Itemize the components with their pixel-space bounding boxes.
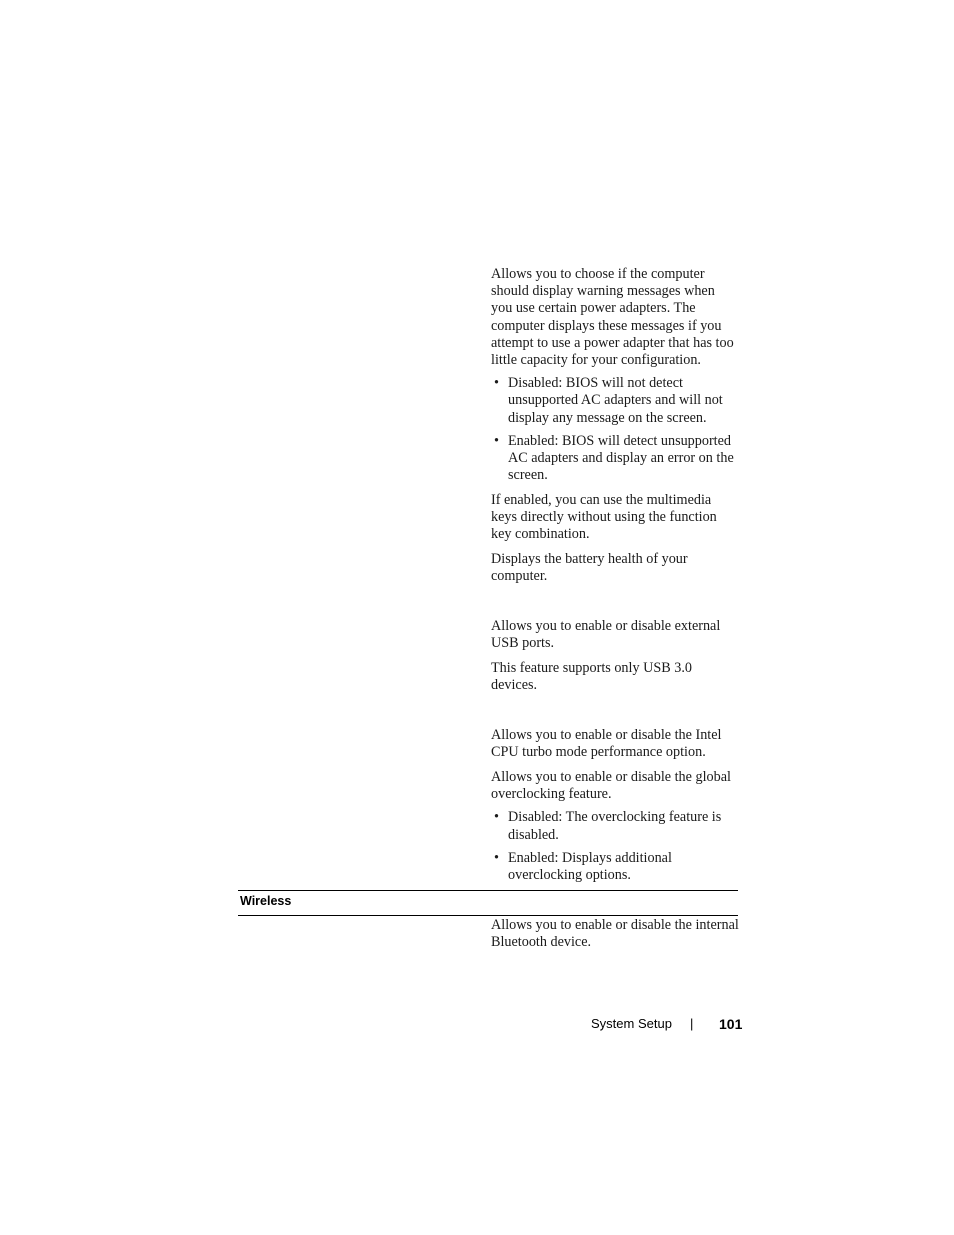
list-item: • Enabled: Displays additional overclocking options. [491, 850, 739, 884]
section-heading-wireless: Wireless [240, 894, 292, 908]
description-text: If enabled, you can use the multimedia keys directly without using the function key combination. [491, 492, 717, 543]
overclocking-options [491, 809, 739, 884]
description-text: This feature supports only USB 3.0 devices. [491, 660, 692, 694]
list-item: • Disabled: BIOS will not detect unsupported AC adapters and will not display any message on the screen. [491, 375, 739, 427]
adapter-warnings-description [491, 266, 739, 490]
list-item: • Disabled: The overclocking feature is disabled. [491, 809, 739, 843]
list-item: • Enabled: BIOS will detect unsupported AC adapters and display an error on the screen. [491, 433, 739, 485]
adapter-warnings-intro: Allows you to choose if the computer should display warning messages when you use certain power adapters. The computer displays these messages if you attempt to use a power adapter that has too little capacity for your configuration. [491, 266, 734, 369]
overclocking-description [491, 769, 739, 890]
turbo-mode-description [491, 727, 739, 761]
description-text: Displays the battery health of your computer. [491, 551, 688, 585]
function-key-description [491, 492, 739, 544]
page-number: 101 [719, 1016, 743, 1032]
overclocking-intro: Allows you to enable or disable the global overclocking feature. [491, 769, 731, 803]
battery-health-description [491, 551, 739, 585]
description-text: Allows you to enable or disable external USB ports. [491, 618, 721, 652]
bluetooth-description [491, 917, 739, 951]
description-text: Allows you to enable or disable the internal Bluetooth device. [491, 917, 739, 951]
description-text: Allows you to enable or disable the Intel CPU turbo mode performance option. [491, 727, 722, 761]
usb3-description [491, 660, 739, 694]
section-top-rule [238, 890, 738, 891]
usb-ports-description [491, 618, 739, 652]
footer-separator: | [690, 1016, 694, 1031]
section-bottom-rule [238, 915, 738, 916]
adapter-warnings-options [491, 375, 739, 484]
footer-title: System Setup [591, 1016, 672, 1031]
